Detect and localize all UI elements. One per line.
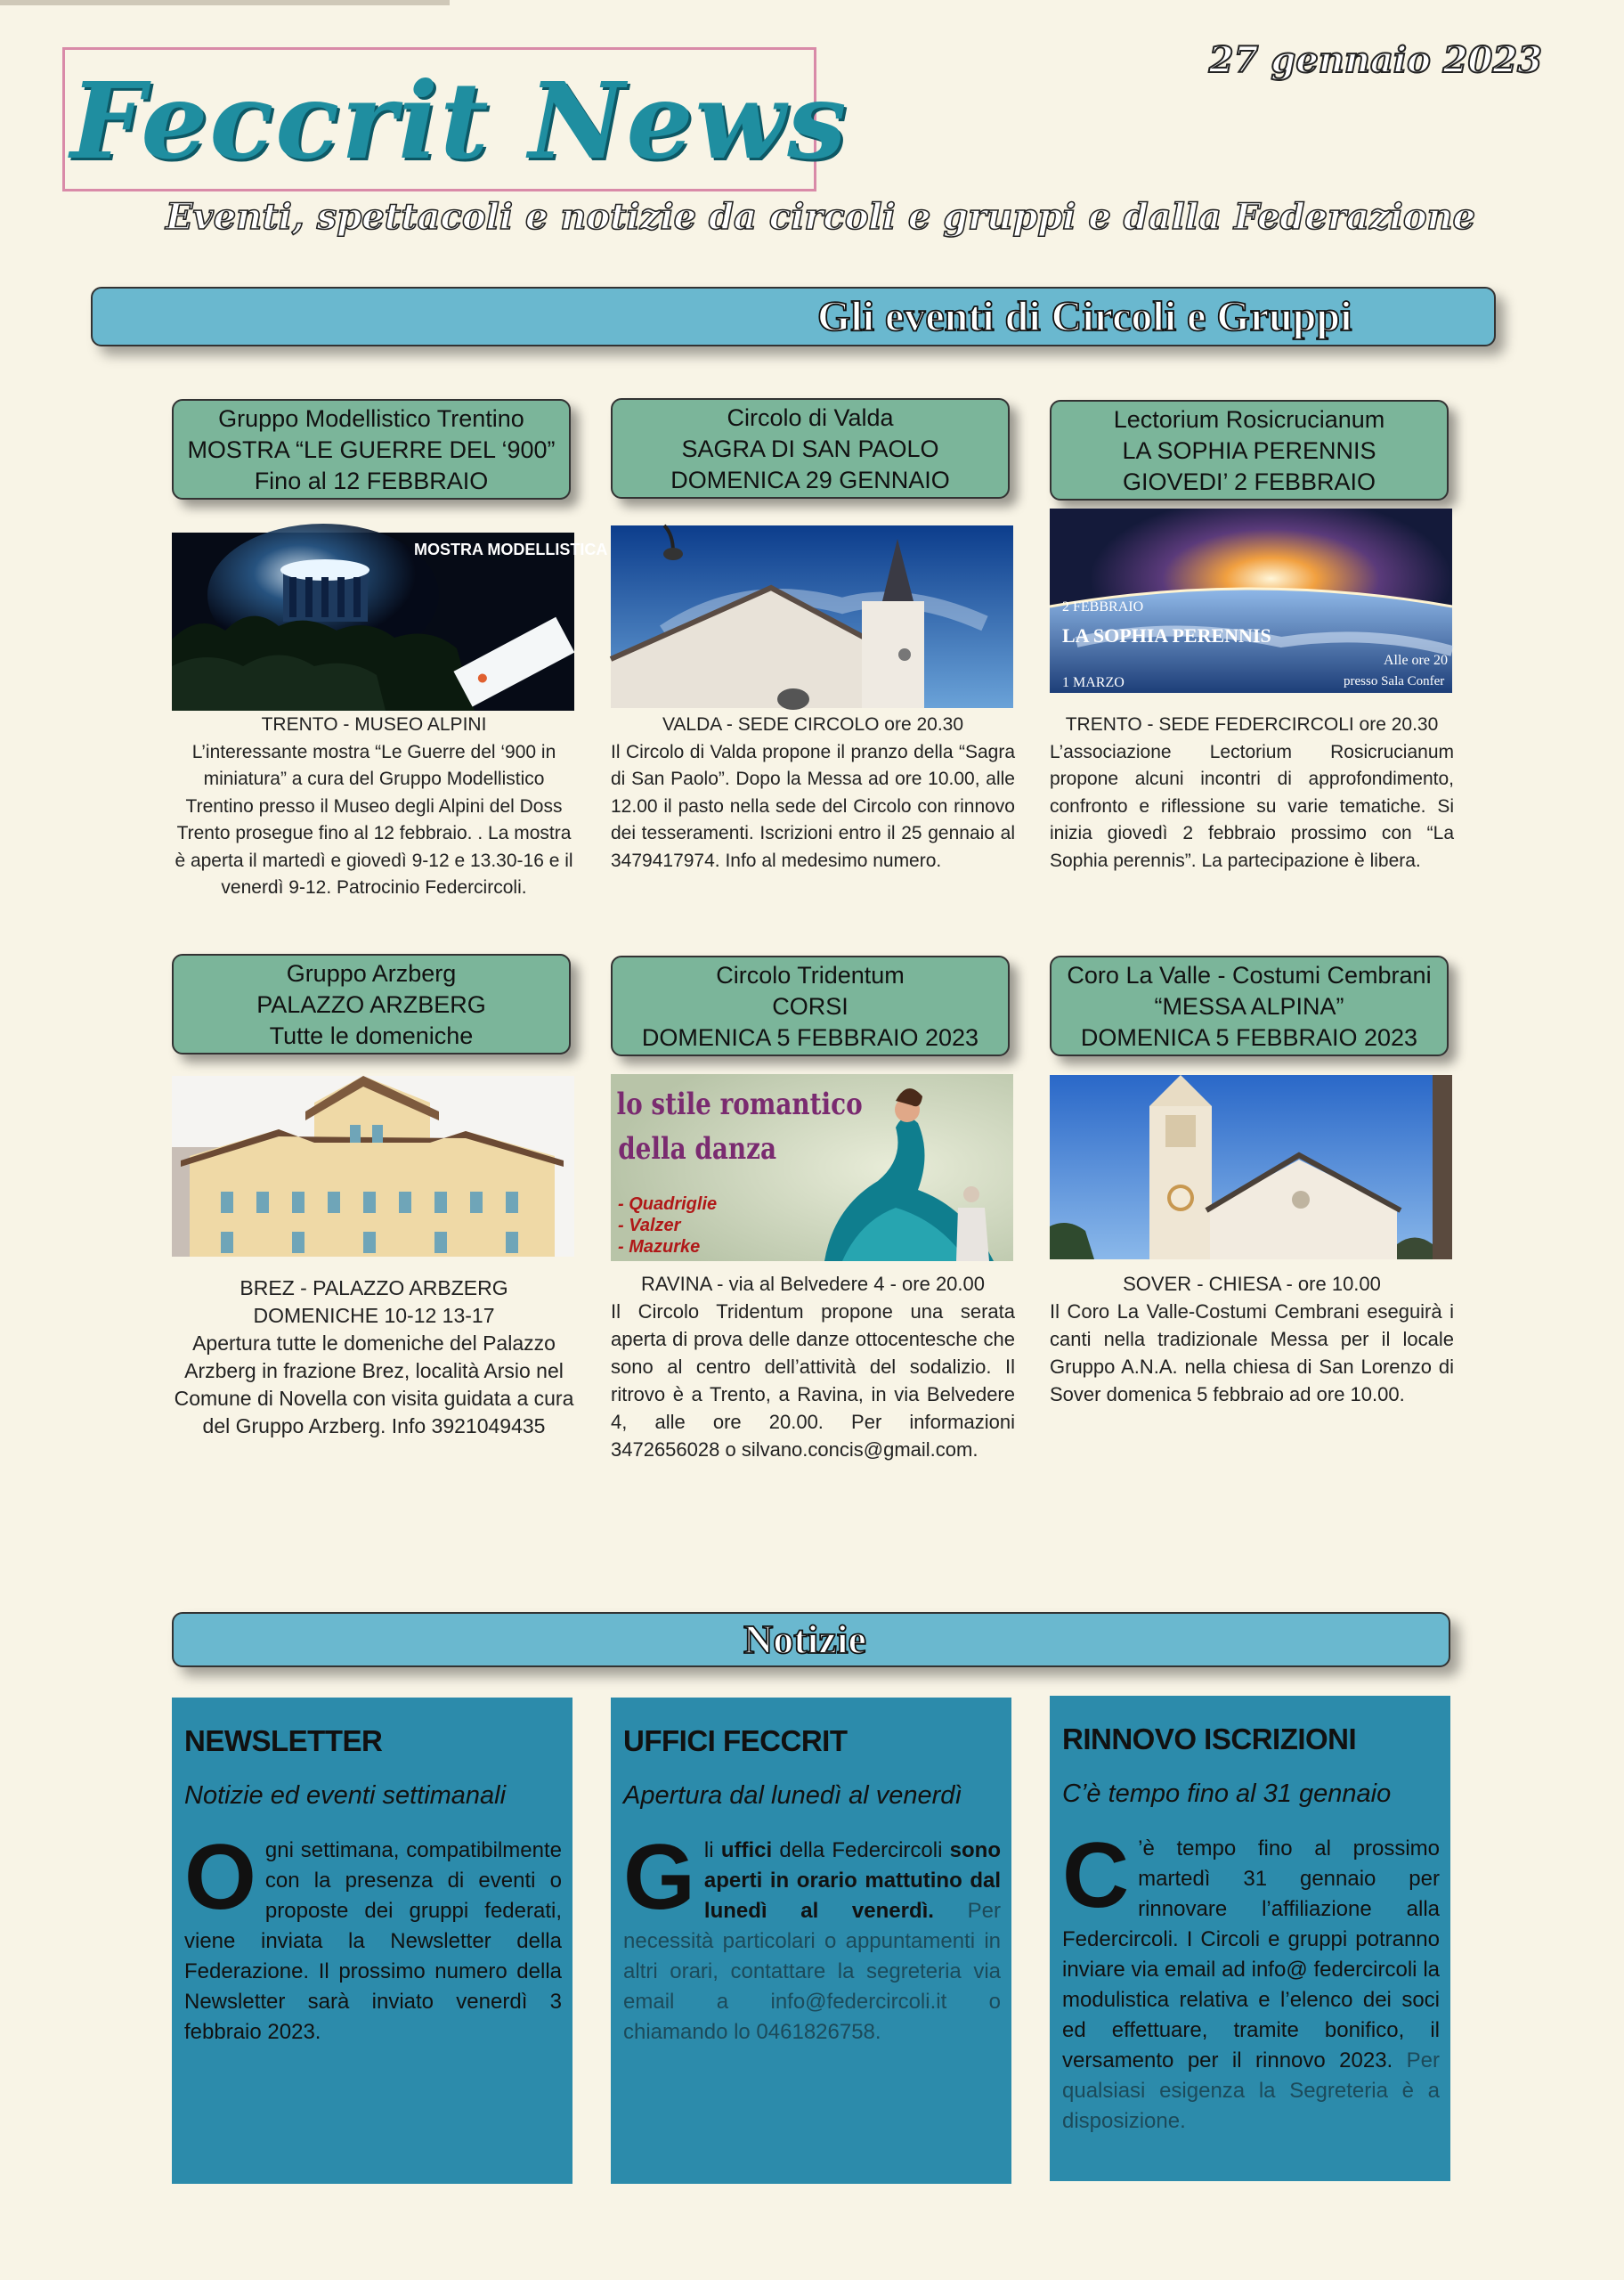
event-caption-tridentum	[611, 1270, 1015, 1463]
newsletter-title: Feccrit News	[70, 59, 849, 183]
event-org: Gruppo Modellistico Trentino	[218, 405, 524, 432]
news-section-banner	[172, 1612, 1450, 1667]
news-text: li	[703, 1838, 721, 1862]
news-column-rinnovo	[1050, 1696, 1450, 2181]
event-location: RAVINA - via al Belvedere 4 - ore 20.00	[640, 1273, 985, 1295]
tagline: Eventi, spettacoli e notizie da circoli e gruppi e dalla Federazione	[166, 196, 1476, 238]
news-text: Per necessità particolari o appuntamenti in altri orari, contattare la segreteria via email a info@federcircoli.it o chiamando lo 0461826758.	[623, 1899, 1002, 2044]
news-heading: NEWSLETTER	[184, 1724, 383, 1757]
photo-title: della danza	[618, 1131, 777, 1167]
events-section-banner	[91, 287, 1496, 346]
event-description: L’associazione Lectorium Rosicrucianum propone alcuni incontri di approfondimento, confronto e riflessione su varie tematiche. Si inizia giovedì 2 febbraio prossimo con “La Sophia perennis”. La partecipazione è libera.	[1050, 741, 1454, 871]
event-box-coro-la-valle	[1050, 956, 1449, 1056]
photo-chiesa-sover	[1050, 1075, 1452, 1259]
photo-label: LA SOPHIA PERENNIS	[1062, 624, 1271, 647]
news-text: Per qualsiasi esigenza la Segreteria è a disposizione.	[1062, 2048, 1441, 2133]
photo-sophia-perennis	[1050, 509, 1452, 693]
masthead-frame	[62, 47, 849, 191]
event-location: VALDA - SEDE CIRCOLO ore 20.30	[662, 714, 964, 735]
event-title: LA SOPHIA PERENNIS	[1122, 437, 1376, 464]
photo-label: Alle ore 20	[1384, 653, 1448, 668]
event-location: BREZ - PALAZZO ARBZERG	[240, 1276, 508, 1299]
events-section-title: Gli eventi di Circoli e Gruppi	[817, 293, 1352, 340]
photo-label: MOSTRA MODELLISTICA	[414, 541, 608, 558]
event-caption-arzberg	[172, 1274, 576, 1440]
event-date: DOMENICA 29 GENNAIO	[670, 467, 950, 493]
news-text: ’è tempo fino al prossimo martedì 31 gennaio per rinnovare l’affiliazione alla Federcircoli. I Circoli e gruppi potranno inviare via email ad info@ federcircoli la modulistica relativa e l’elenco dei soci ed effettuare, tramite bonifico, il versamento per il rinnovo 2023.	[1062, 1836, 1440, 2072]
event-org: Circolo Tridentum	[716, 962, 905, 989]
photo-stile-romantico	[611, 1074, 1013, 1261]
event-date: Fino al 12 FEBBRAIO	[254, 468, 489, 494]
event-location: TRENTO - SEDE FEDERCIRCOLI ore 20.30	[1065, 714, 1439, 735]
event-description: Il Coro La Valle-Costumi Cembrani eseguirà i canti nella tradizionale Messa per il locale Gruppo A.N.A. nella chiesa di San Lorenzo di Sover domenica 5 febbraio ad ore 10.00.	[1050, 1300, 1454, 1405]
event-description: Apertura tutte le domeniche del Palazzo Arzberg in frazione Brez, località Arsio nel Comune di Novella con visita guidata a cura del Gruppo Arzberg. Info 3921049435	[174, 1331, 574, 1437]
event-title: MOSTRA “LE GUERRE DEL ‘900”	[187, 436, 556, 463]
event-caption-coro-la-valle	[1050, 1270, 1454, 1408]
event-title: SAGRA DI SAN PAOLO	[681, 436, 939, 462]
news-subtitle: Apertura dal lunedì al venerdì	[623, 1781, 962, 1810]
news-column-newsletter	[172, 1698, 572, 2184]
top-edge-strip	[0, 0, 450, 5]
event-org: Gruppo Arzberg	[286, 960, 457, 987]
photo-label: 2 FEBBRAIO	[1062, 599, 1144, 615]
event-box-modellistico	[172, 399, 571, 500]
event-date: Tutte le domeniche	[269, 1022, 474, 1049]
photo-label: 1 MARZO	[1062, 675, 1125, 690]
drop-cap: G	[623, 1826, 695, 1929]
event-caption-valda	[611, 712, 1015, 875]
news-text: della Federcircoli	[772, 1838, 950, 1862]
issue-date: 27 gennaio 2023	[1208, 39, 1542, 81]
photo-list-item: - Mazurke	[618, 1237, 701, 1257]
event-title: “MESSA ALPINA”	[1154, 993, 1344, 1020]
photo-list-item: - Valzer	[618, 1216, 681, 1235]
drop-cap: O	[184, 1826, 256, 1929]
event-description: Il Circolo Tridentum propone una serata aperta di prova delle danze ottocentesche che sono al centro dell’attività del sodalizio. Il ritrovo è a Trento, a Ravina, in via Belvedere 4, alle ore 20.00. Per informazioni 3472656028 o silvano.concis@gmail.com.	[611, 1300, 1015, 1461]
news-heading: UFFICI FECCRIT	[623, 1724, 848, 1757]
photo-label: presso Sala Confer	[1344, 674, 1445, 688]
news-body	[1062, 1824, 1441, 2137]
event-description: Il Circolo di Valda propone il pranzo della “Sagra di San Paolo”. Dopo la Messa ad ore 10.00, alle 12.00 il pasto nella sede del Circolo con rinnovo dei tesseramenti. Iscrizioni entro il 25 gennaio al 3479417974. Info al medesimo numero.	[611, 741, 1015, 871]
event-date: DOMENICA 5 FEBBRAIO 2023	[1080, 1024, 1418, 1051]
event-caption-modellistico	[172, 712, 576, 902]
event-box-tridentum	[611, 956, 1010, 1056]
event-org: Circolo di Valda	[727, 404, 894, 431]
event-title: PALAZZO ARZBERG	[256, 991, 486, 1018]
event-title: CORSI	[772, 993, 849, 1020]
photo-list-item: - Quadriglie	[618, 1194, 718, 1214]
news-text-bold: uffici	[720, 1838, 773, 1862]
event-date: DOMENICA 5 FEBBRAIO 2023	[641, 1024, 979, 1051]
event-box-valda	[611, 398, 1010, 499]
event-org: Coro La Valle - Costumi Cembrani	[1067, 962, 1432, 989]
event-org: Lectorium Rosicrucianum	[1113, 406, 1385, 433]
event-box-arzberg	[172, 954, 571, 1054]
photo-chiesa-valda	[611, 525, 1013, 708]
news-subtitle: Notizie ed eventi settimanali	[184, 1781, 507, 1810]
event-description: L’interessante mostra “Le Guerre del ‘900 in miniatura” a cura del Gruppo Modellistico Trentino presso il Museo degli Alpini del Doss Trento prosegue fino al 12 febbraio. . La mostra è aperta il martedì e giovedì 9-12 e 13.30-16 e il venerdì 9-12. Patrocinio Federcircoli.	[175, 741, 573, 898]
event-hours: DOMENICHE 10-12 13-17	[253, 1304, 495, 1327]
news-body	[623, 1826, 1002, 2048]
event-date: GIOVEDI’ 2 FEBBRAIO	[1122, 468, 1376, 495]
news-text: gni settimana, compatibilmente con la presenza di eventi o proposte dei gruppi federati, viene inviata la Newsletter della Federazione. Il prossimo numero della Newsletter sarà inviato venerdì 3 febbraio 2023.	[184, 1838, 562, 2044]
event-box-lectorium	[1050, 400, 1449, 501]
event-location: SOVER - CHIESA - ore 10.00	[1123, 1273, 1381, 1295]
drop-cap: C	[1062, 1824, 1130, 1927]
photo-title: lo stile romantico	[616, 1087, 863, 1122]
news-body	[184, 1826, 562, 2048]
news-text-bold: sono aperti in orario mattutino dal lunedì al venerdì.	[703, 1838, 1001, 1923]
event-location: TRENTO - MUSEO ALPINI	[261, 714, 487, 735]
news-column-uffici	[611, 1698, 1011, 2184]
photo-mostra-modellistica	[172, 533, 608, 711]
event-caption-lectorium	[1050, 712, 1454, 875]
news-subtitle: C’è tempo fino al 31 gennaio	[1062, 1779, 1392, 1808]
news-heading: RINNOVO ISCRIZIONI	[1062, 1722, 1357, 1755]
photo-palazzo-arzberg	[172, 1076, 574, 1257]
news-section-title: Notizie	[743, 1616, 866, 1662]
